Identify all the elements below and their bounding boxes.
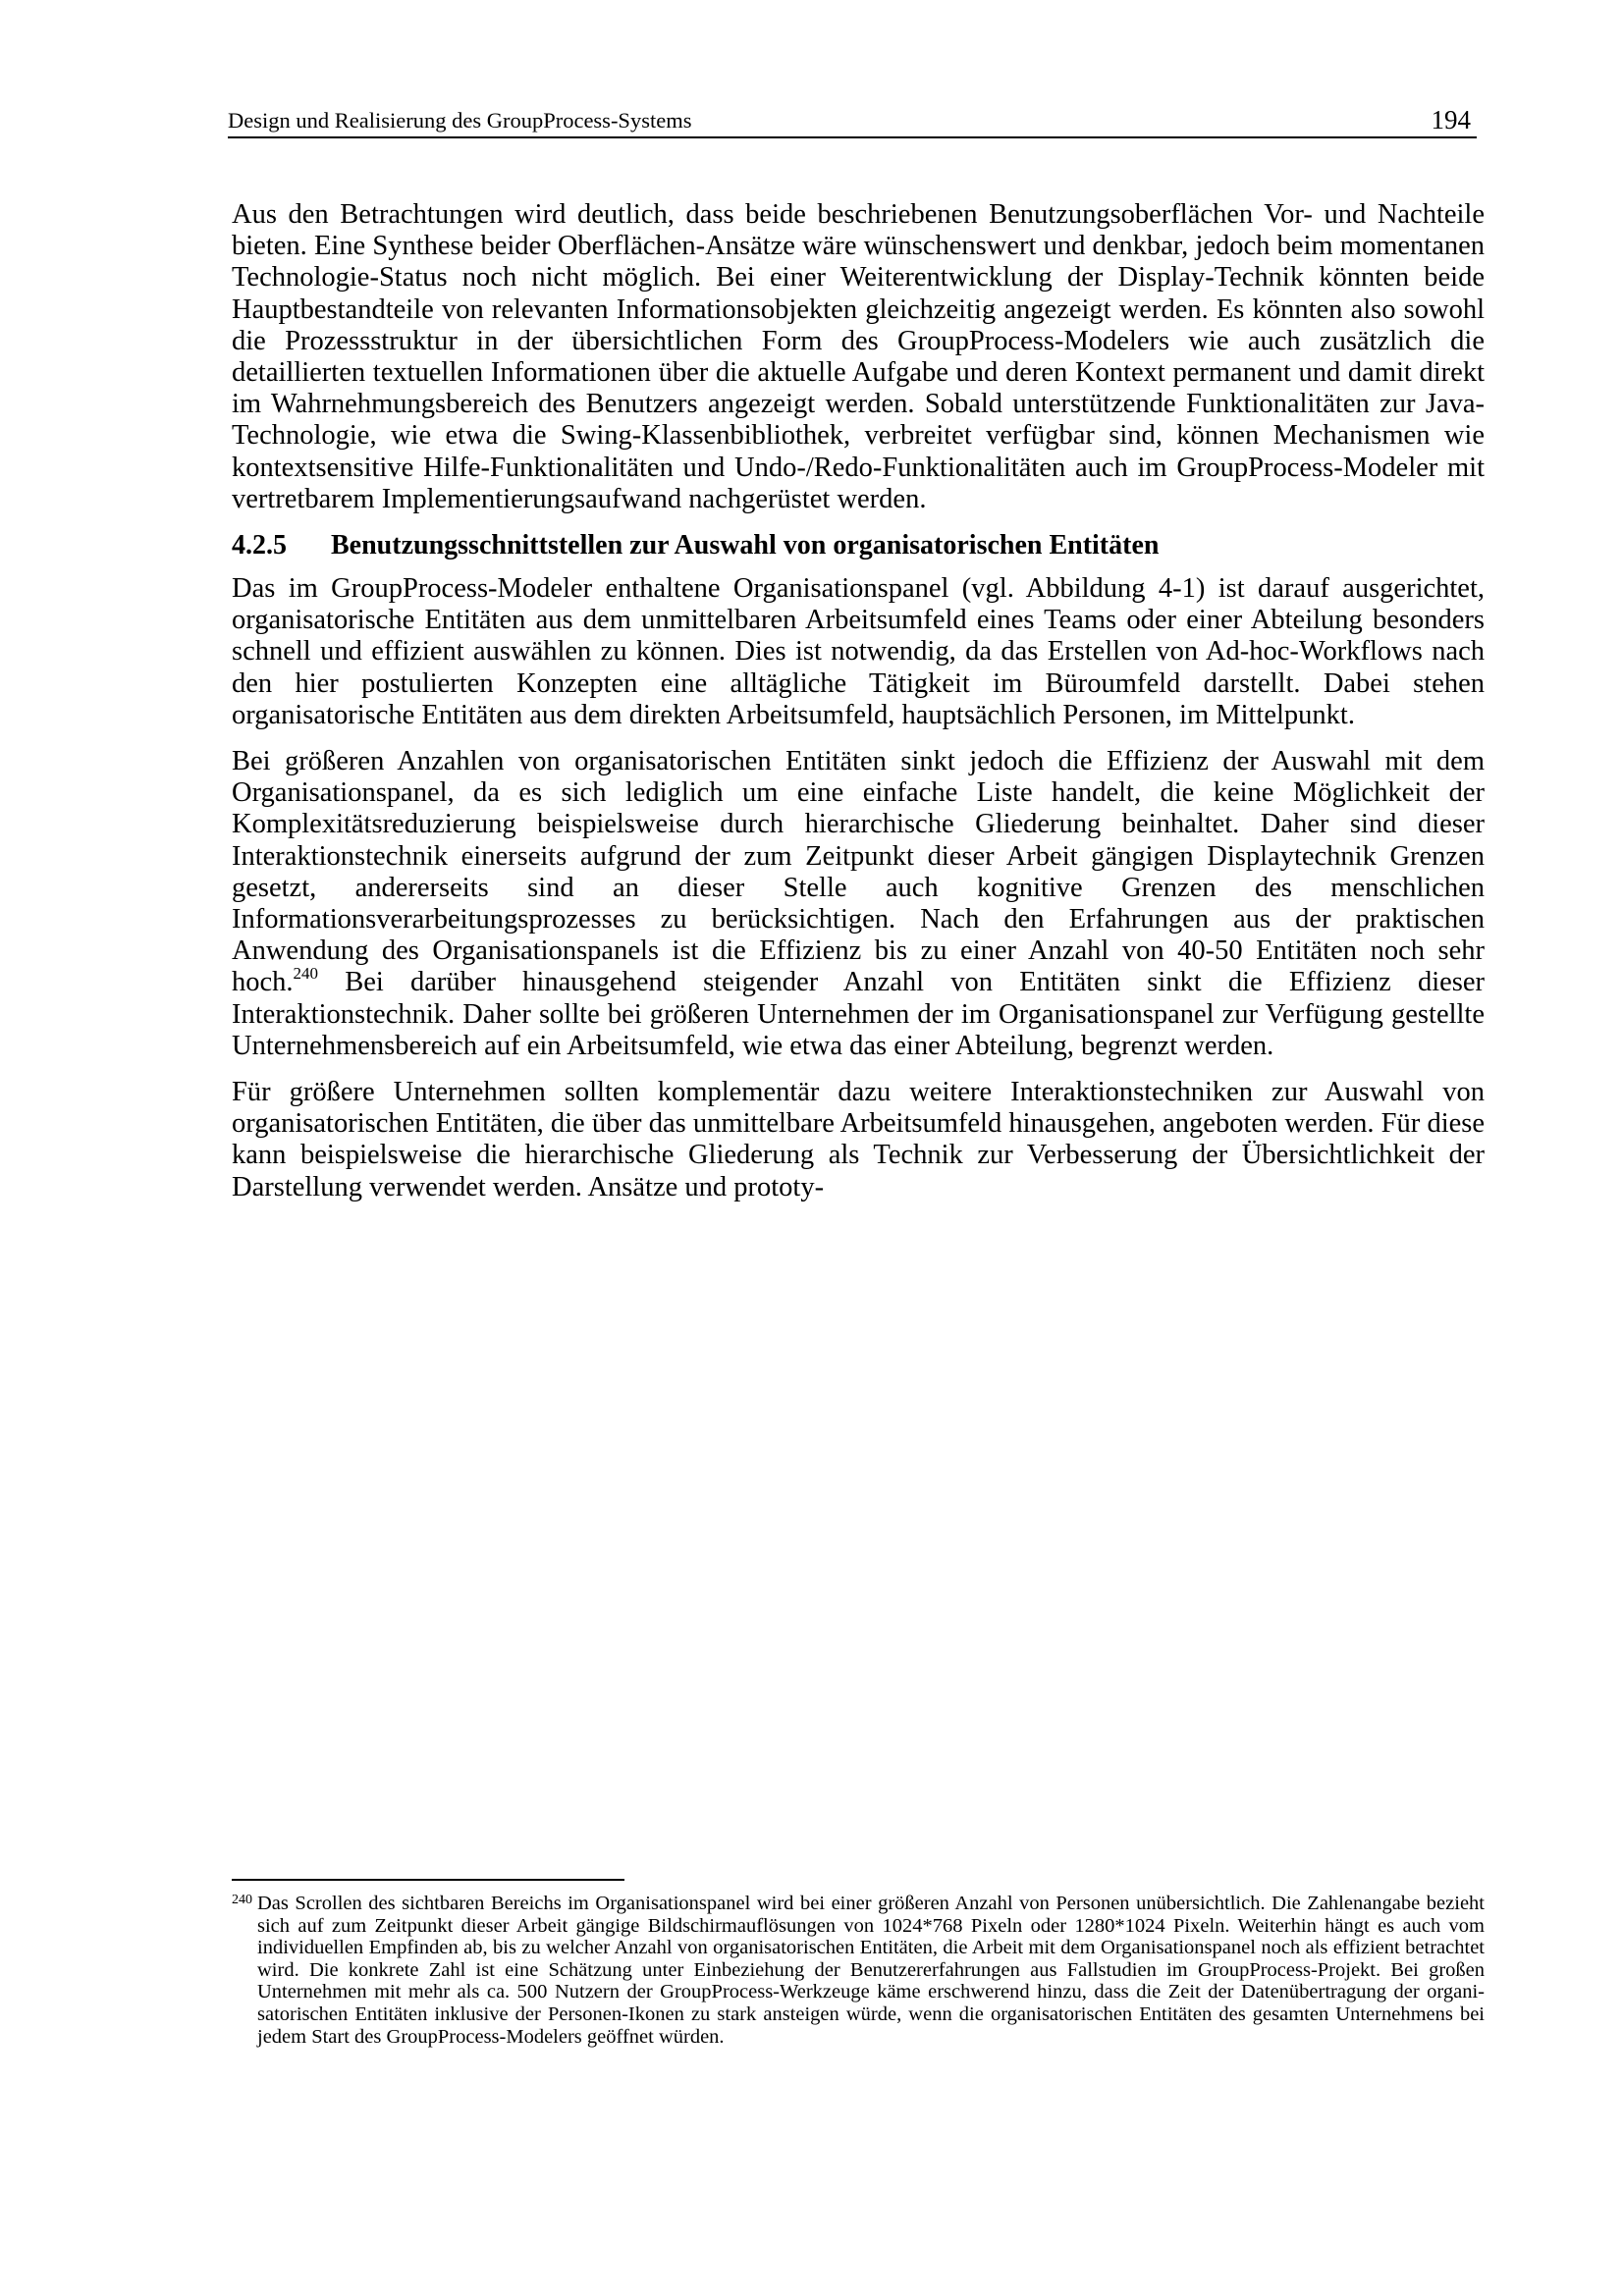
paragraph-3-text-b: Bei darüber hinausgehend steigender Anzahl von Entitäten sinkt die Effizienz dieser Interaktionstechnik. Daher sollte bei größeren Unternehmen der im Organisationspanel zur Verfügung gestellte Unternehmensbereich auf ein Arbeitsumfeld, wie etwa das einer Abteilung, begrenzt werden. xyxy=(232,967,1485,1061)
paragraph-3-text-a: Bei größeren Anzahlen von organisatorischen Entitäten sinkt jedoch die Effizienz der Auswahl mit dem Organisationspanel, da es sich lediglich um eine einfache Liste handelt, die keine Möglichkeit der Komplexitätsreduzierung beispielsweise durch hierarchische Gliederung beinhaltet. Daher sind dieser Interaktionstechnik einerseits aufgrund der zum Zeitpunkt dieser Arbeit gängigen Displaytechnik Grenzen gesetzt, andererseits sind an dieser Stelle auch kognitive Grenzen des menschlichen Informationsverarbeitungsprozesses zu berücksichtigen. Nach den Erfahrungen aus der praktischen Anwendung des Organisationspanels ist die Effizienz bis zu einer Anzahl von 40-50 Entitäten noch sehr hoch. xyxy=(232,746,1485,998)
paragraph-4: Für größere Unternehmen sollten komplementär dazu weitere Interaktionstechniken zur Auswahl von organisatorischen Entitäten, die über das unmittelbare Arbeitsumfeld hinausgehen, angeboten werden. Für diese kann beispielsweise die hierarchische Gliederung als Technik zur Verbesserung der Übersichtlichkeit der Darstellung verwendet werden. Ansätze und prototy- xyxy=(232,1077,1485,1202)
section-heading xyxy=(232,530,1485,561)
page-number: 194 xyxy=(1431,105,1471,134)
section-number: 4.2.5 xyxy=(232,530,287,561)
footnote-text: Das Scrollen des sichtbaren Bereichs im Organisationspanel wird bei einer größeren Anzahl von Personen unübersichtlich. Die Zahlenangabe bezieht sich auf zum Zeitpunkt dieser Arbeit gängige Bildschirmauflösungen von 1024*768 Pixeln oder 1280*1024 Pixeln. Weiterhin hängt es auch vom individuellen Empfinden ab, bis zu welcher Anzahl von organisatorischen Entitäten, die Arbeit mit dem Organisationspanel noch als effizient betrachtet wird. Die konkrete Zahl ist eine Schätzung unter Einbeziehung der Benutzererfahrungen aus Fallstudien im GroupProcess-Projekt. Bei großen Unternehmen mit mehr als ca. 500 Nutzern der GroupProcess-Werkzeuge käme erschwerend hinzu, dass die Zeit der Datenübertragung der organisatorischen Entitäten inklusive der Personen-Ikonen zu stark ansteigen würde, wenn die organisatorischen Entitäten des gesamten Unternehmens bei jedem Start des GroupProcess-Modelers geöffnet würden. xyxy=(257,1893,1485,2048)
paragraph-3 xyxy=(232,746,1485,1062)
footnote-240 xyxy=(232,1893,1485,2048)
section-title: Benutzungsschnittstellen zur Auswahl von organisatorischen Entitäten xyxy=(331,530,1160,561)
paragraph-2: Das im GroupProcess-Modeler enthaltene Organisationspanel (vgl. Abbildung 4-1) ist darauf ausgerichtet, organisatorische Entitäten aus dem unmittelbaren Arbeitsumfeld eines Teams oder einer Abteilung besonders schnell und effizient auswählen zu können. Dies ist notwendig, da das Erstellen von Ad-hoc-Workflows nach den hier postulierten Konzepten eine alltägliche Tätigkeit im Büroumfeld darstellt. Dabei stehen organisatorische Entitäten aus dem direkten Arbeitsumfeld, hauptsächlich Personen, im Mittelpunkt. xyxy=(232,573,1485,730)
footnote-mark: 240 xyxy=(232,1893,252,1907)
footnote-separator xyxy=(232,1879,624,1881)
running-header xyxy=(228,101,1477,138)
paragraph-1: Aus den Betrachtungen wird deutlich, dass beide beschriebenen Benutzungsoberflächen Vor- und Nachteile bieten. Eine Synthese beider Oberflächen-Ansätze wäre wünschenswert und denkbar, jedoch beim momentanen Technologie-Status noch nicht möglich. Bei einer Weiterentwicklung der Display-Technik könnten beide Hauptbestandteile von relevanten Informationsobjekten gleichzeitig angezeigt werden. Es könnten also sowohl die Prozessstruktur in der übersichtlichen Form des GroupProcess-Modelers wie auch zusätzlich die detaillierten textuellen Informationen über die aktuelle Aufgabe und deren Kontext permanent und damit direkt im Wahrnehmungsbereich des Benutzers angezeigt werden. Sobald unterstützende Funktionalitäten zur Java-Technologie, wie etwa die Swing-Klassenbibliothek, verbreitet verfügbar sind, können Mechanismen wie kontextsensitive Hilfe-Funktionalitäten und Undo-/Redo-Funktionalitäten auch im GroupProcess-Modeler mit vertretbarem Implementierungsaufwand nachgerüstet werden. xyxy=(232,199,1485,514)
footnote-reference-240[interactable]: 240 xyxy=(293,964,319,984)
body-text xyxy=(232,199,1485,1218)
running-title: Design und Realisierung des GroupProcess-Systems xyxy=(228,108,692,133)
